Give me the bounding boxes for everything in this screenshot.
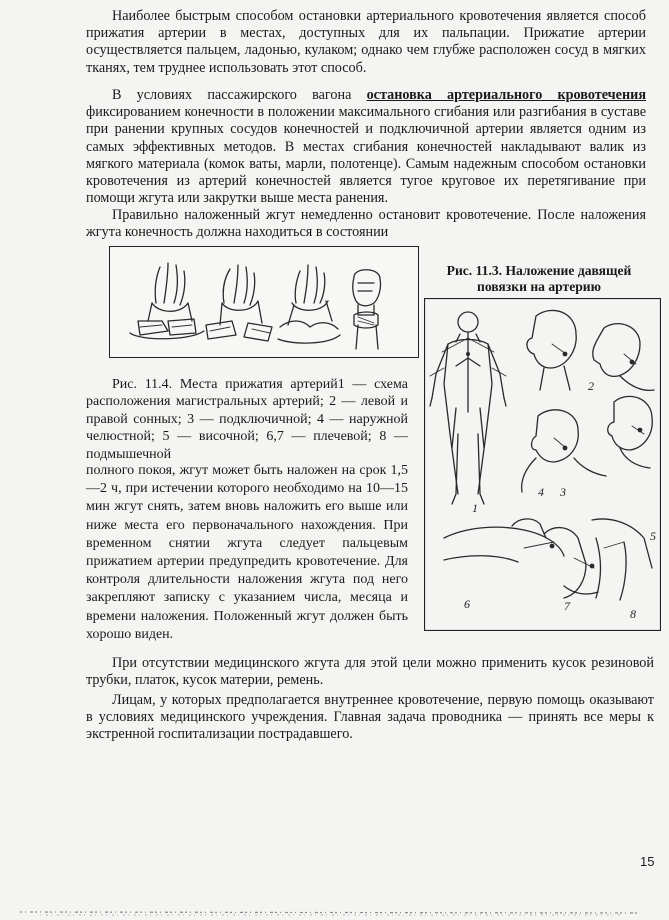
- underlined-term: остановка артериального кровотечения: [366, 87, 647, 103]
- scan-noise-strip: [0, 906, 669, 920]
- pressure-points-illustration: [424, 298, 661, 631]
- paragraph-tourniquet-duration: полного покоя, жгут может быть наложен на срок 1,5—2 ч, при истечении которого необходимо на 10—15 мин жгут снять, затем вновь наложить его выше или ниже места его первоначального нахождения. При временном снятии жгута следует пальцевым прижатием артерии предупредить кровотечение. Для контроля длительности наложения жгута под него закрепляют записку с указанием числа, месяца и времени наложения. Положенный жгут должен быть хорошо виден.: [86, 463, 408, 642]
- label-6: 6: [464, 597, 470, 611]
- figure-11-3-caption: Рис. 11.3. Наложение давящей повязки на артерию: [446, 263, 632, 294]
- paragraph-tourniquet-alternatives: При отсутствии медицинского жгута для этой цели можно применить кусок резиновой трубки, платок, кусок материи, ремень.: [86, 655, 654, 689]
- label-3: 3: [560, 485, 566, 499]
- label-2: 2: [588, 379, 594, 393]
- page-number: 15: [640, 854, 655, 869]
- paragraph-internal-bleeding: Лицам, у которых предполагается внутреннее кровотечение, первую помощь оказывают в условиях медицинского учреждения. Главная задача проводника — принять все меры к экстренной госпитализации пострадавшего.: [86, 692, 654, 743]
- label-5: 5: [650, 529, 656, 543]
- paragraph-limb-fixation-start: В условиях пассажирского вагона: [112, 87, 367, 103]
- paragraph-tourniquet: Правильно наложенный жгут немедленно остановит кровотечение. После наложения жгута конечность должна находиться в состоянии: [86, 207, 646, 241]
- figure-11-4-caption: Рис. 11.4. Места прижатия артерий1 — схема расположения магистральных артерий; 2 — левой и правой сонных; 3 — подключичной; 4 — наружной челюстной; 5 — височной; 6,7 — плечевой; 8 — подмышечной: [86, 377, 408, 462]
- figure-wrist-hands: [109, 246, 419, 358]
- figure-pressure-points: [424, 298, 661, 631]
- label-8: 8: [630, 607, 636, 621]
- label-1: 1: [472, 501, 478, 515]
- paragraph-limb-fixation-rest: фиксированием конечности в положении максимального сгибания или разгибания в суставе при ранении крупных сосудов конечностей и подключичной артерии является одним из самых эффективных методов. В местах сгибания конечностей накладывают валик из мягкого материала (комок ваты, марли, полотенце). Самым надежным способом остановки кровотечения из артерий конечностей является тугое круговое их перетягивание при помощи жгута или закрутки выше места ранения.: [86, 104, 646, 207]
- label-7: 7: [564, 599, 570, 613]
- wrist-hands-illustration: [110, 247, 418, 357]
- paragraph-limb-fixation: [86, 87, 646, 207]
- label-4: 4: [538, 485, 544, 499]
- paragraph-pressing-arteries: Наиболее быстрым способом остановки артериального кровотечения является способ прижатия артерии в местах, доступных для их пальпации. Прижатие артерии осуществляется пальцем, ладонью, кулаком; однако чем глубже расположен сосуд в мягких тканях, тем труднее использовать этот способ.: [86, 8, 646, 76]
